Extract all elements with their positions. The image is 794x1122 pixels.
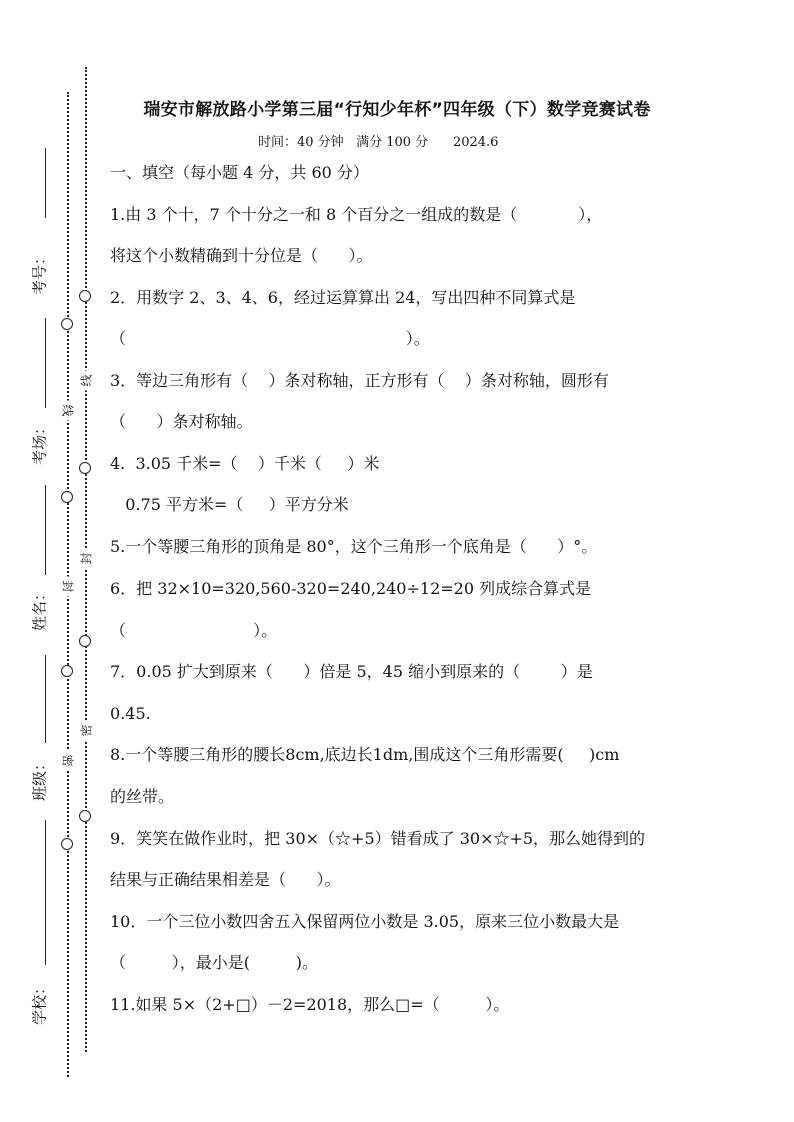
question-line: 5.一个等腰三角形的顶角是 80°，这个三角形一个底角是（ ）°。 [110, 537, 598, 556]
binding-hole [61, 838, 73, 850]
field-line-kaochang [45, 318, 46, 408]
question-line: 1.由 3 个十，7 个十分之一和 8 个百分之一组成的数是（ ）， [110, 205, 603, 224]
field-label-banji: 班级： [30, 756, 49, 802]
question-line: 2．用数字 2、3、4、6，经过运算算出 24，写出四种不同算式是 [110, 288, 576, 307]
question-line: 11.如果 5×（2+□）－2=2018，那么□=（ ）。 [110, 995, 510, 1014]
question-line: 结果与正确结果相差是（ ）。 [110, 870, 341, 889]
field-line-kaohao [45, 148, 46, 218]
seal-char-feng: 封 [60, 577, 77, 597]
question-line: 6．把 32×10=320,560-320=240,240÷12=20 列成综合算式是 [110, 579, 592, 598]
field-line-banji [45, 655, 46, 743]
seal-char-feng: 封 [78, 549, 95, 569]
field-label-kaohao: 考号： [30, 250, 49, 296]
binding-hole [79, 635, 91, 647]
section-heading: 一、填空（每小题 4 分，共 60 分） [110, 163, 369, 182]
seal-char-mi: 密 [78, 721, 95, 741]
field-label-kaochang: 考场： [30, 420, 49, 466]
question-line: 3．等边三角形有（ ）条对称轴，正方形有（ ）条对称轴，圆形有 [110, 371, 609, 390]
question-line: 10．一个三位小数四舍五入保留两位小数是 3.05，原来三位小数最大是 [110, 912, 620, 931]
binding-hole [61, 318, 73, 330]
question-line: 7．0.05 扩大到原来（ ）倍是 5，45 缩小到原来的（ ）是 [110, 662, 593, 681]
binding-hole [79, 810, 91, 822]
exam-title: 瑞安市解放路小学第三届“行知少年杯”四年级（下）数学竞赛试卷 [143, 100, 651, 120]
binding-hole [61, 665, 73, 677]
binding-hole [61, 491, 73, 503]
field-label-xingming: 姓名： [30, 586, 49, 632]
seal-char-xian: 线 [60, 401, 77, 421]
question-line: （ ）条对称轴。 [110, 412, 253, 431]
question-line: （ ）。 [110, 329, 430, 348]
binding-hole [79, 290, 91, 302]
seal-char-xian: 线 [78, 371, 95, 391]
question-line: 9．笑笑在做作业时，把 30×（☆+5）错看成了 30×☆+5，那么她得到的 [110, 829, 646, 848]
question-line: （ ），最小是( )。 [110, 953, 319, 972]
question-line: 8.一个等腰三角形的腰长8cm,底边长1dm,围成这个三角形需要( )cm [110, 745, 620, 764]
question-line: 将这个小数精确到十分位是（ ）。 [110, 246, 373, 265]
field-line-xingming [45, 485, 46, 575]
question-line: 的丝带。 [110, 787, 175, 806]
binding-hole [79, 462, 91, 474]
exam-subtitle: 时间：40 分钟 满分 100 分 2024.6 [258, 135, 499, 150]
question-line: 0.75 平方米=（ ）平方分米 [110, 495, 349, 514]
question-line: （ ）。 [110, 621, 278, 640]
seal-char-mi: 密 [60, 751, 77, 771]
question-line: 0.45. [110, 704, 151, 723]
question-line: 4. 3.05 千米=（ ）千米（ ）米 [110, 454, 380, 473]
field-label-xuexiao: 学校： [30, 980, 49, 1026]
field-line-xuexiao [45, 820, 46, 965]
